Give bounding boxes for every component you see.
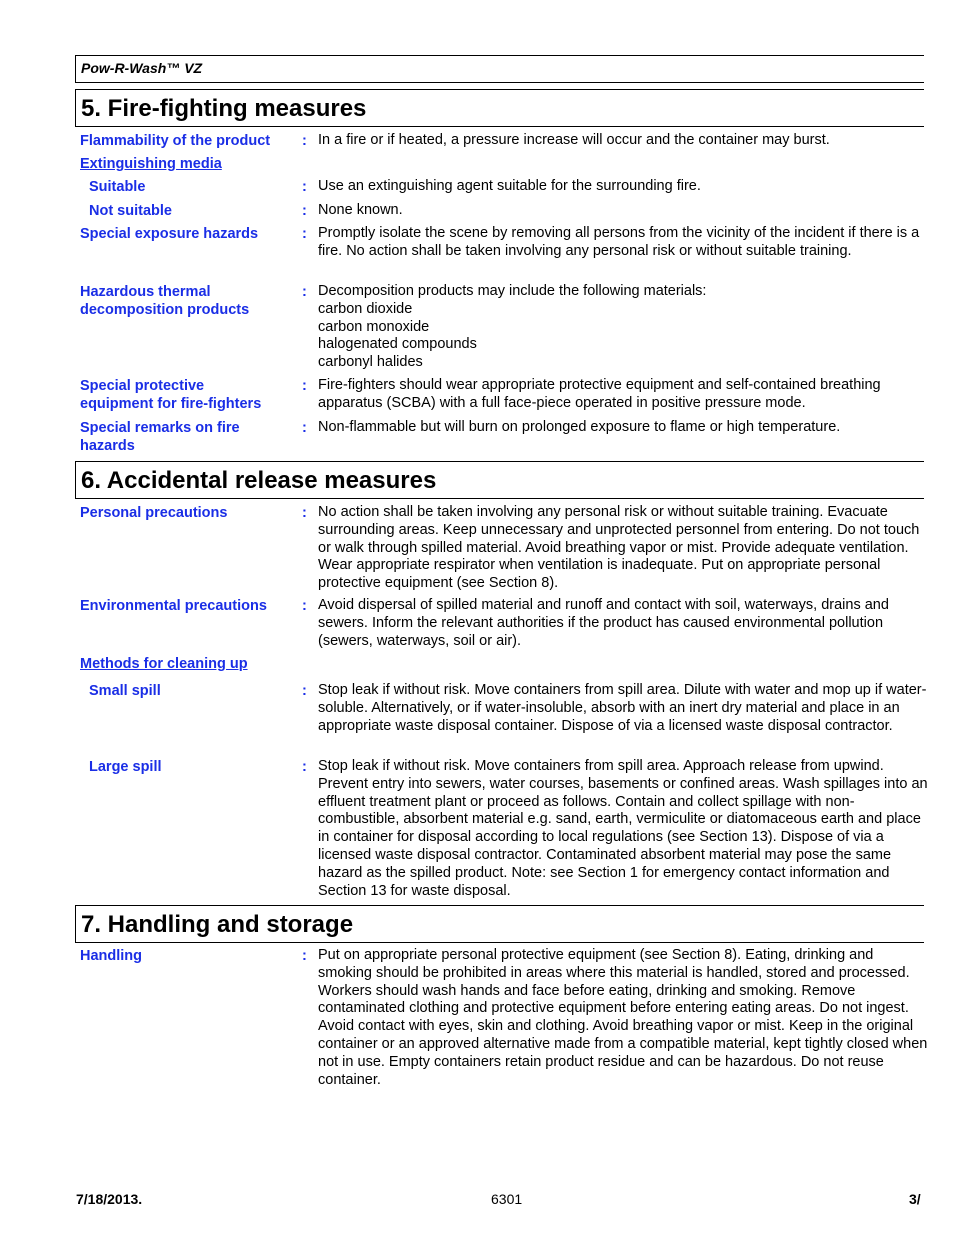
colon: : xyxy=(302,759,307,775)
suitable-value: Use an extinguishing agent suitable for the surrounding fire. xyxy=(318,178,701,194)
section-7-title: 7. Handling and storage xyxy=(81,911,354,938)
handling-value: Put on appropriate personal protective equipment (see Section 8). Eating, drinking and smoking should be prohibited in areas where this material is handled, stored and processed. Workers should wash hands and face before eating, drinking and smoking. Remove contaminated clothing and protective equipment before entering eating areas. Do not ingest. Avoid contact with eyes, skin and clothing. Avoid breathing vapor or mist. Keep in the original container or an approved alternative made from a compatible material, kept tightly closed when not in use. Empty containers retain product residue and can be hazardous. Do not reuse container. xyxy=(318,947,928,1088)
colon: : xyxy=(302,505,307,521)
colon: : xyxy=(302,203,307,219)
section-6-header xyxy=(75,461,924,499)
large-spill-label: Large spill xyxy=(89,759,162,775)
handling-label: Handling xyxy=(80,948,143,964)
flammability-value: In a fire or if heated, a pressure increase will occur and the container may burst. xyxy=(318,132,830,148)
environmental-precautions-value: Avoid dispersal of spilled material and runoff and contact with soil, waterways, drains and sewers. Inform the relevant authorities if the product has caused environmental pollution (sewers, waterways, soil or air). xyxy=(318,597,889,649)
personal-precautions-label: Personal precautions xyxy=(80,505,228,521)
section-7-header xyxy=(75,905,924,943)
product-name: Pow-R-Wash™ VZ xyxy=(81,60,203,76)
not-suitable-value: None known. xyxy=(318,202,403,218)
colon: : xyxy=(302,948,307,964)
methods-cleaning-label: Methods for cleaning up xyxy=(80,656,248,672)
colon: : xyxy=(302,598,307,614)
thermal-decomposition-label: Hazardous thermal decomposition products xyxy=(80,284,250,318)
colon: : xyxy=(302,683,307,699)
footer-code: 6301 xyxy=(491,1191,523,1207)
not-suitable-label: Not suitable xyxy=(89,203,172,219)
suitable-label: Suitable xyxy=(89,179,146,195)
section-5-header xyxy=(75,89,924,127)
personal-precautions-value: No action shall be taken involving any personal risk or without suitable training. Evacuate surrounding areas. Keep unnecessary and unprotected personnel from entering. Do not touch or walk through spilled material. Avoid breathing vapor or mist. Provide adequate ventilation. Wear appropriate respirator when ventilation is inadequate. Put on appropriate personal protective equipment (see Section 8). xyxy=(318,504,920,592)
colon: : xyxy=(302,179,307,195)
thermal-decomposition-value: Decomposition products may include the following materials: carbon dioxide carbon monoxide halogenated compounds carbonyl halides xyxy=(318,283,707,371)
product-header xyxy=(75,55,924,83)
small-spill-label: Small spill xyxy=(89,683,161,699)
section-5-title: 5. Fire-fighting measures xyxy=(81,95,367,122)
special-remarks-value: Non-flammable but will burn on prolonged exposure to flame or high temperature. xyxy=(318,419,841,435)
section-6-title: 6. Accidental release measures xyxy=(81,467,437,494)
protective-equipment-label: Special protective equipment for fire-fighters xyxy=(80,378,262,412)
footer-page: 3/ xyxy=(909,1191,921,1207)
colon: : xyxy=(302,226,307,242)
small-spill-value: Stop leak if without risk. Move containers from spill area. Dilute with water and mop up if water-soluble. Alternatively, or if water-insoluble, absorb with an inert dry material and place in an appropriate waste disposal container. Dispose of via a licensed waste disposal contractor. xyxy=(318,682,927,734)
protective-equipment-value: Fire-fighters should wear appropriate protective equipment and self-contained breathing apparatus (SCBA) with a full face-piece operated in positive pressure mode. xyxy=(318,377,881,411)
large-spill-value: Stop leak if without risk. Move containers from spill area. Approach release from upwind. Prevent entry into sewers, water courses, basements or confined areas. Wash spillages into an effluent treatment plant or proceed as follows. Contain and collect spillage with non-combustible, absorbent material e.g. sand, earth, vermiculite or diatomaceous earth and place in container for disposal according to local regulations (see Section 13). Dispose of via a licensed waste disposal contractor. Contaminated absorbent material may pose the same hazard as the spilled product. Note: see Section 1 for emergency contact information and Section 13 for waste disposal. xyxy=(318,758,928,899)
environmental-precautions-label: Environmental precautions xyxy=(80,598,267,614)
exposure-hazards-label: Special exposure hazards xyxy=(80,226,259,242)
extinguishing-media-label: Extinguishing media xyxy=(80,156,222,172)
special-remarks-label: Special remarks on fire hazards xyxy=(80,420,240,454)
colon: : xyxy=(302,133,307,149)
colon: : xyxy=(302,420,307,436)
flammability-label: Flammability of the product xyxy=(80,133,271,149)
colon: : xyxy=(302,284,307,300)
exposure-hazards-value: Promptly isolate the scene by removing all persons from the vicinity of the incident if there is a fire. No action shall be taken involving any personal risk or without suitable training. xyxy=(318,225,920,259)
footer-date: 7/18/2013. xyxy=(76,1191,143,1207)
colon: : xyxy=(302,378,307,394)
